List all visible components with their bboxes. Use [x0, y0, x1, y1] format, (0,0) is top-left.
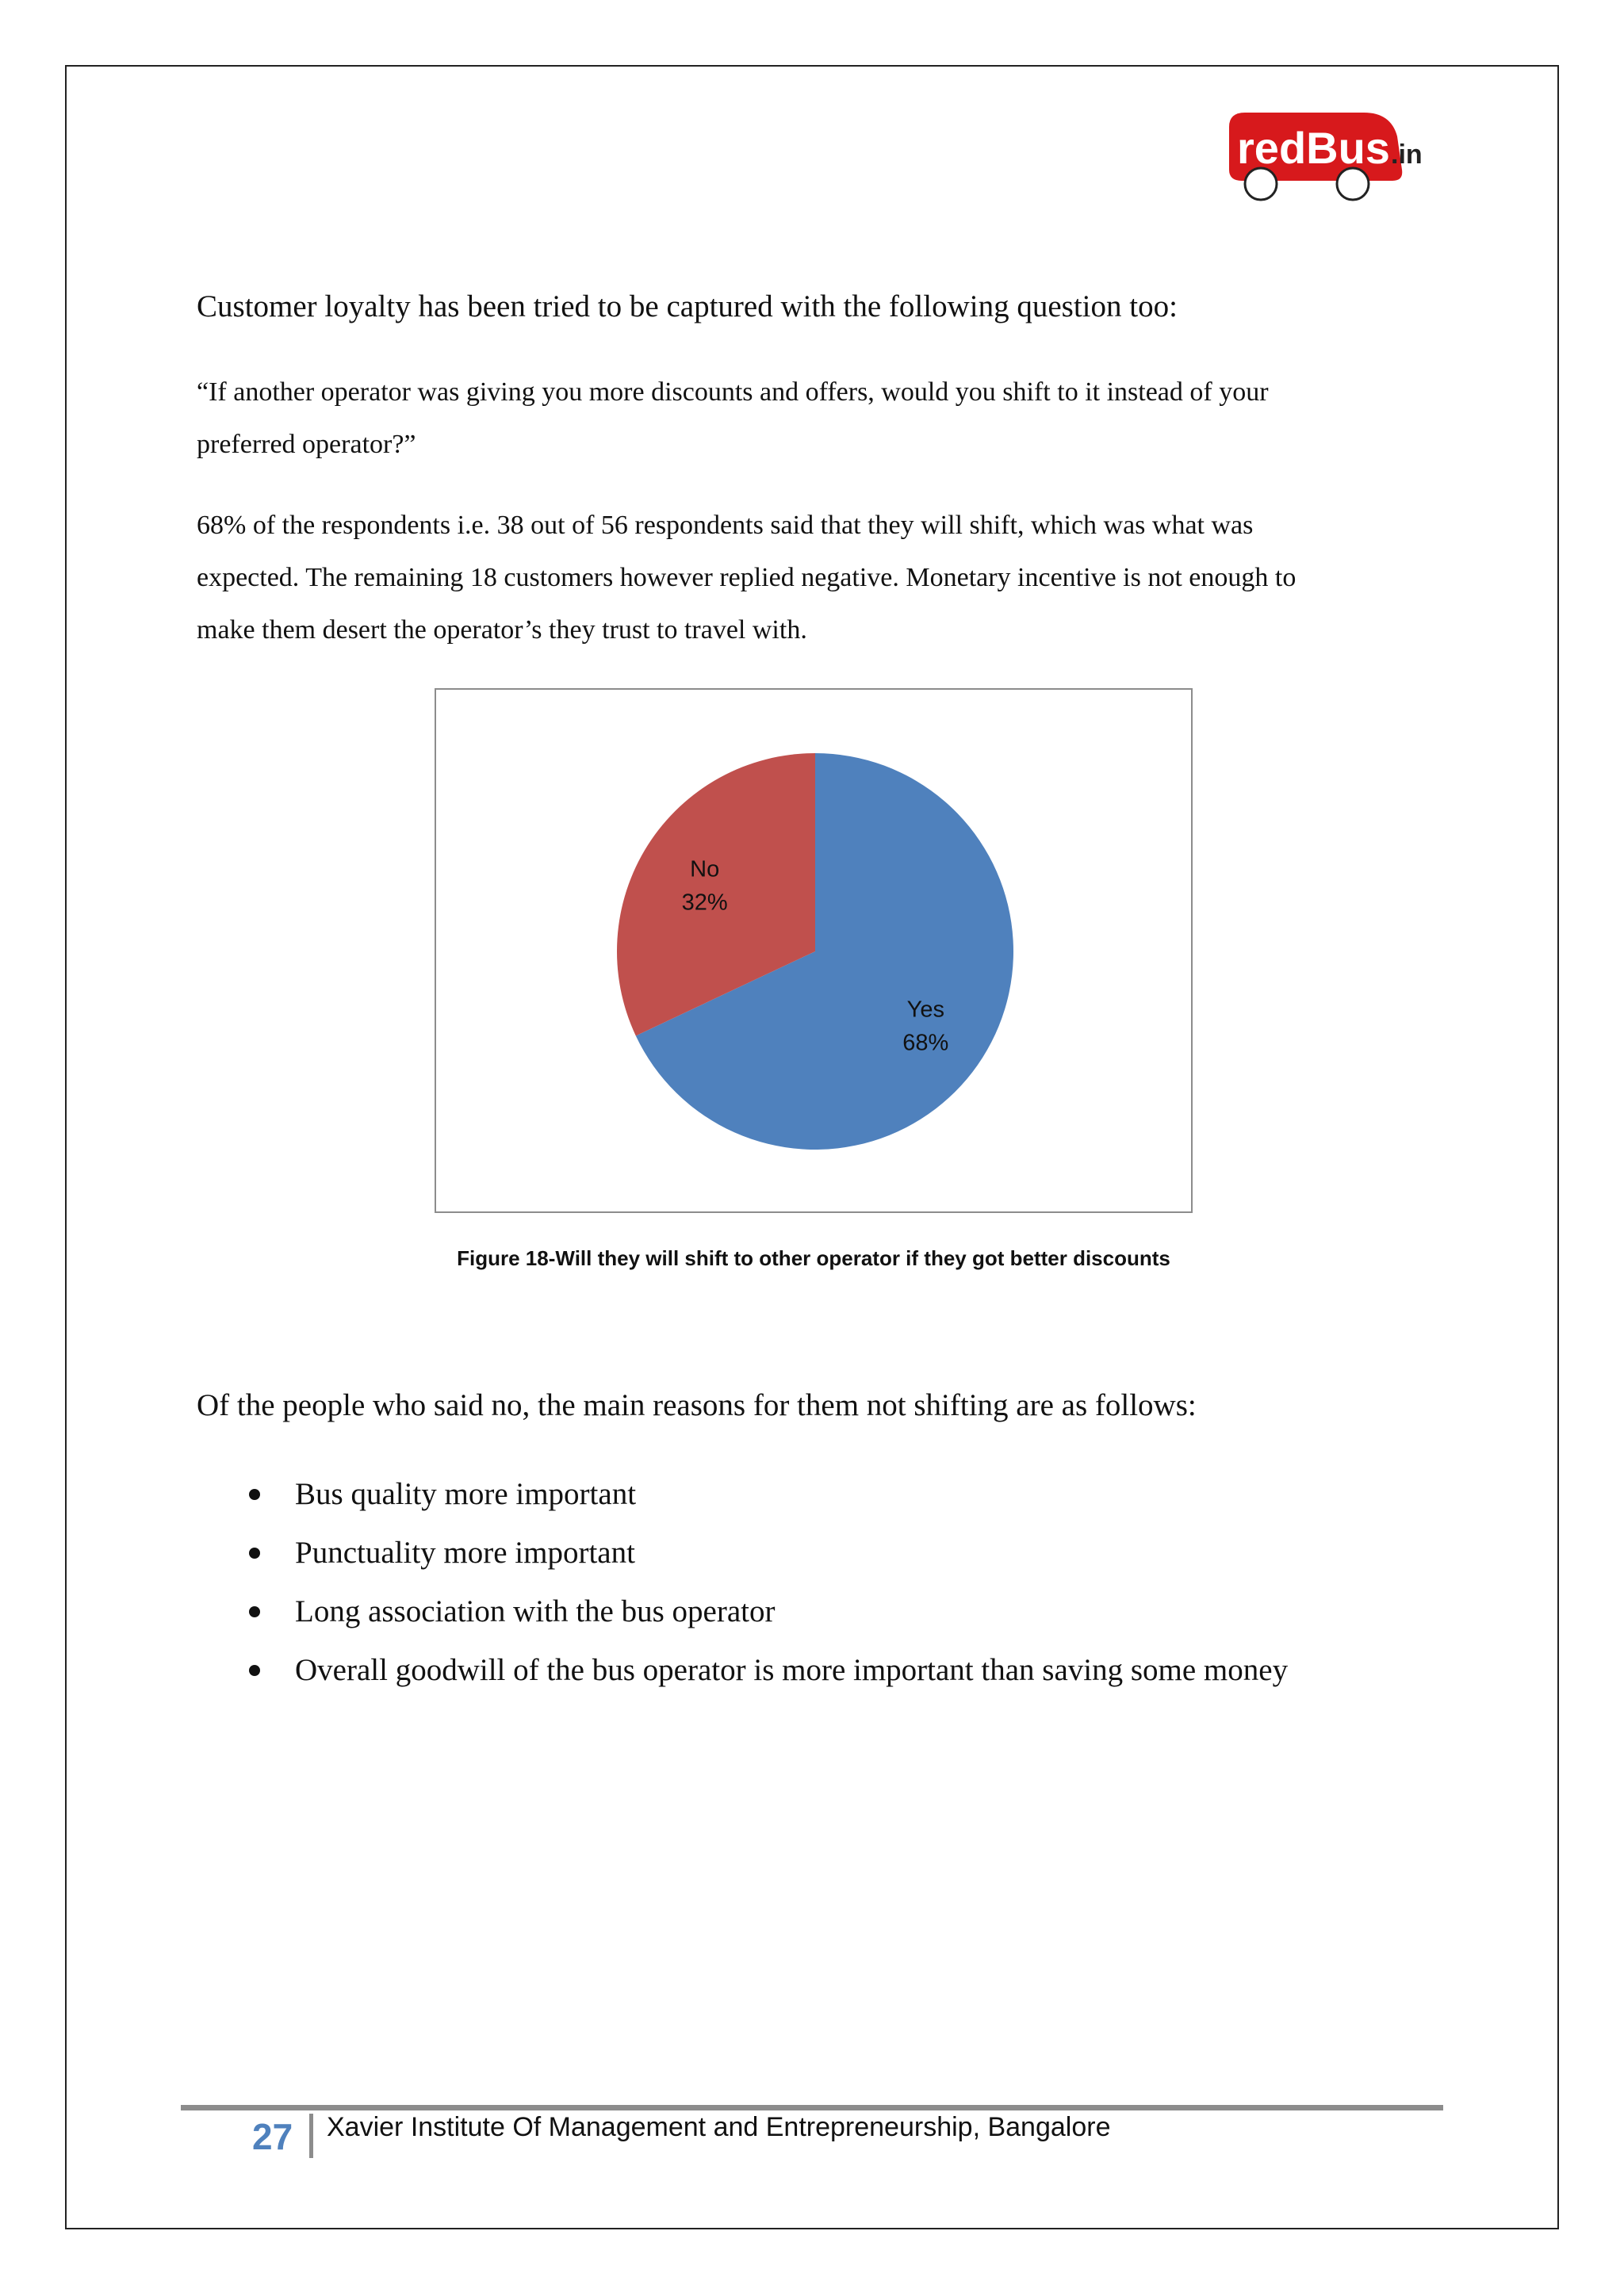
intro-paragraph: Customer loyalty has been tried to be captured with the following question too:: [197, 289, 1178, 323]
reason-text: Punctuality more important: [295, 1536, 635, 1570]
footer-divider: [309, 2114, 313, 2158]
footer-rule: [181, 2105, 1443, 2110]
reason-text: Bus quality more important: [295, 1477, 637, 1511]
bullet-icon: [249, 1665, 260, 1676]
list-item: [238, 1582, 1288, 1641]
logo-suffix: .in: [1391, 140, 1423, 170]
question-line-1: “If another operator was giving you more discounts and offers, would you shift to it instead of your: [197, 377, 1269, 407]
redbus-logo: [1221, 101, 1435, 212]
list-item: [238, 1465, 1288, 1524]
pie-label-no: No: [690, 856, 720, 882]
reasons-list: [238, 1465, 1288, 1700]
pie-value-no: 32%: [681, 890, 728, 916]
reason-text: Long association with the bus operator: [295, 1594, 776, 1628]
result-line-2: expected. The remaining 18 customers however replied negative. Monetary incentive is not enough to: [197, 563, 1297, 592]
result-line-1: 68% of the respondents i.e. 38 out of 56 respondents said that they will shift, which was what was: [197, 511, 1254, 540]
pie-chart-frame: [435, 688, 1193, 1213]
reasons-intro: Of the people who said no, the main reasons for them not shifting are as follows:: [197, 1388, 1197, 1422]
footer-institution: Xavier Institute Of Management and Entrepreneurship, Bangalore: [327, 2112, 1111, 2142]
reason-text: Overall goodwill of the bus operator is more important than saving some money: [295, 1653, 1289, 1687]
page-number: 27: [252, 2116, 293, 2157]
bullet-icon: [249, 1548, 260, 1559]
bullet-icon: [249, 1489, 260, 1500]
pie-label-yes: Yes: [906, 997, 944, 1023]
logo-text: redBus: [1237, 123, 1390, 173]
bullet-icon: [249, 1606, 260, 1617]
list-item: [238, 1641, 1288, 1700]
question-line-2: preferred operator?”: [197, 430, 416, 459]
figure-caption: Figure 18-Will they will shift to other operator if they got better discounts: [457, 1246, 1170, 1270]
pie-chart: [436, 690, 1194, 1215]
list-item: [238, 1524, 1288, 1582]
pie-value-yes: 68%: [902, 1030, 949, 1056]
result-line-3: make them desert the operator’s they trust to travel with.: [197, 615, 807, 645]
